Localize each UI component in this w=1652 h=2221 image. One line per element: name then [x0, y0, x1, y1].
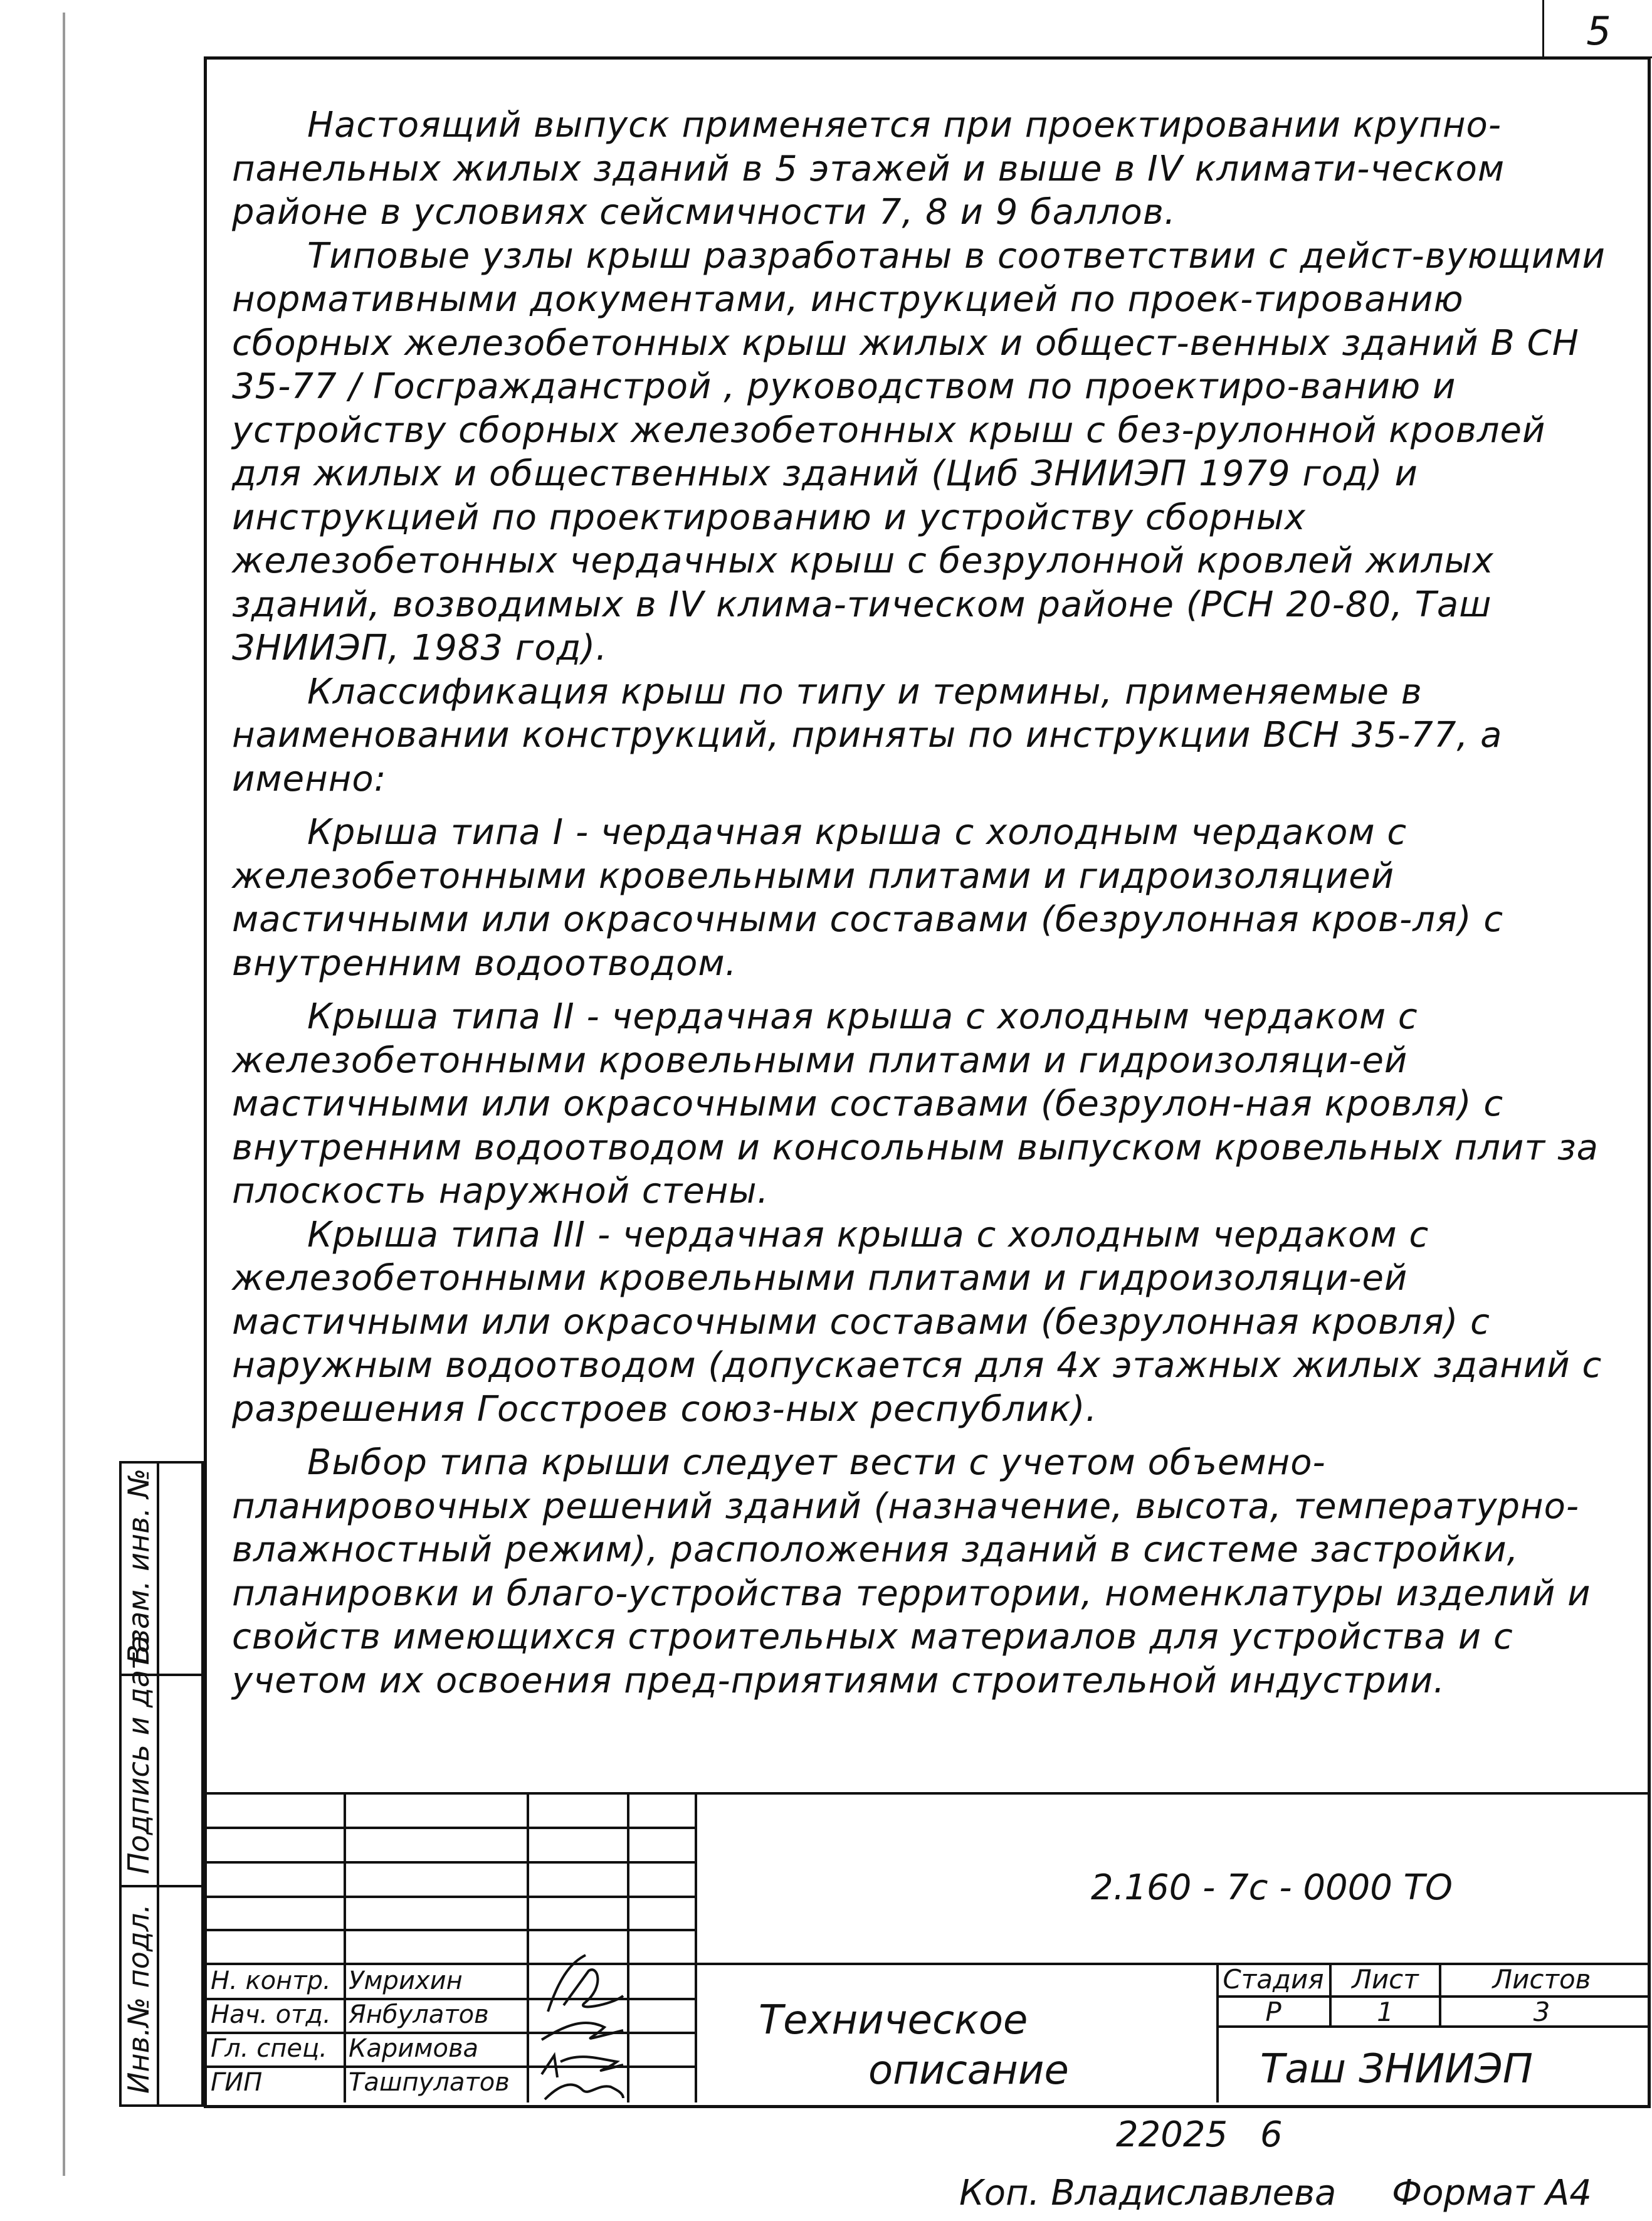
side-strip-divider	[157, 1464, 159, 2104]
document-title-line1: Техническое	[759, 1997, 1028, 2044]
side-label-sign: Подпись и дата	[122, 1635, 155, 1874]
paragraph-roof-type-3: Крыша типа III - чердачная крыша с холодным чердаком с железобетонными кровельными плитами и гидроизоляци-ей мастичными или окрасочными составами (безрулонная кровля) с наружным водоотводом (допускается для 4х этажных жилых зданий с разрешения Госстроев союз-ных республик).	[232, 1214, 1614, 1430]
document-title-line2: описание	[868, 2047, 1069, 2094]
role-label: Нач. отд.	[211, 2000, 331, 2029]
stamp-row-line	[207, 1827, 696, 1829]
copied-by: Коп. Владиславлева	[959, 2173, 1337, 2213]
stamp-top-line	[207, 1792, 1649, 1795]
sheet-value: 1	[1377, 1997, 1394, 2027]
stamp-col-line	[344, 1792, 346, 2102]
side-strip-divider	[122, 1885, 204, 1887]
archive-number: 22025	[1116, 2114, 1228, 2155]
stamp-row-line	[207, 1929, 696, 1931]
role-label: Н. контр.	[211, 1966, 331, 1995]
title-block	[207, 1792, 1649, 2106]
paragraph-scope: Настоящий выпуск применяется при проектировании крупно-панельных жилых зданий в 5 этажей и выше в IV климати-ческом районе в условиях сейсмичности 7, 8 и 9 баллов.	[232, 105, 1517, 233]
page-number: 5	[1586, 8, 1611, 54]
stamp-row-line	[207, 1896, 696, 1898]
paragraph-norms: Типовые узлы крыш разработаны в соответствии с дейст-вующими нормативными документами, инструкцией по проек-тированию сборных железобетонных крыш жилых и общест-венных зданий В СН 35-77 / Госгражданстрой , руководством по проектиро-ванию и устройству сборных железобетонных крыш с без-рулонной кровлей для жилых и общественных зданий (Циб ЗНИИЭП 1979 год) и инструкцией по проектированию и устройству сборных железобетонных чердачных крыш с безрулонной кровлей жилых зданий, возводимых в IV клима-тическом районе (РСН 20-80, Таш ЗНИИЭП, 1983 год).	[232, 235, 1618, 668]
side-strip	[119, 1461, 204, 2107]
page-edge-line	[63, 13, 65, 2176]
document-code: 2.160 - 7c - 0000 ТО	[1091, 1867, 1453, 1908]
paragraph-roof-selection: Выбор типа крыши следует вести с учетом объемно-планировочных решений зданий (назначение, высота, температурно-влажностный режим), расположения зданий в системе застройки, планировки и благо-устройства территории, номенклатуры изделий и свойств имеющихся строительных материалов для устройства и с учетом их освоения пред-приятиями строительной индустрии.	[232, 1442, 1603, 1701]
role-name: Янбулатов	[349, 2000, 489, 2029]
sheets-header: Листов	[1492, 1964, 1591, 1995]
paragraph-classification: Классификация крыш по типу и термины, применяемые в наименовании конструкций, приняты по инструкции ВСН 35-77, а именно:	[232, 671, 1515, 799]
role-name: Каримова	[349, 2034, 479, 2063]
stamp-row-line	[207, 1861, 696, 1864]
sheets-value: 3	[1533, 1997, 1550, 2027]
page-number-underline	[1542, 56, 1652, 58]
organization: Таш ЗНИИЭП	[1260, 2046, 1533, 2092]
role-name: Умрихин	[349, 1966, 463, 1995]
side-label-inv: Инв.№ подл.	[122, 1904, 155, 2094]
archive-page: 6	[1260, 2114, 1283, 2155]
format-label: Формат А4	[1392, 2173, 1592, 2213]
role-label: ГИП	[211, 2068, 263, 2097]
stage-header: Стадия	[1223, 1964, 1324, 1995]
handwritten-signatures	[529, 1936, 629, 2102]
paragraph-roof-type-1: Крыша типа I - чердачная крыша с холодным чердаком с железобетонными кровельными плитами и гидроизоляцией мастичными или окрасочными составами (безрулонная кров-ля) с внутренним водоотводом.	[232, 812, 1515, 984]
paragraph-roof-type-2: Крыша типа II - чердачная крыша с холодным чердаком с железобетонными кровельными плитами и гидроизоляци-ей мастичными или окрасочными составами (безрулон-ная кровля) с внутренним водоотводом и консольным выпуском кровельных плит за плоскость наружной стены.	[232, 996, 1611, 1211]
sheet-header: Лист	[1352, 1964, 1419, 1995]
page-number-divider	[1542, 0, 1544, 58]
stage-value: Р	[1265, 1997, 1281, 2027]
side-label-vzam: Взам. инв. №	[122, 1468, 155, 1664]
role-name: Ташпулатов	[349, 2068, 510, 2097]
document-body	[232, 103, 1624, 1702]
role-label: Гл. спец.	[211, 2034, 327, 2063]
stamp-col-line	[695, 1792, 697, 2102]
